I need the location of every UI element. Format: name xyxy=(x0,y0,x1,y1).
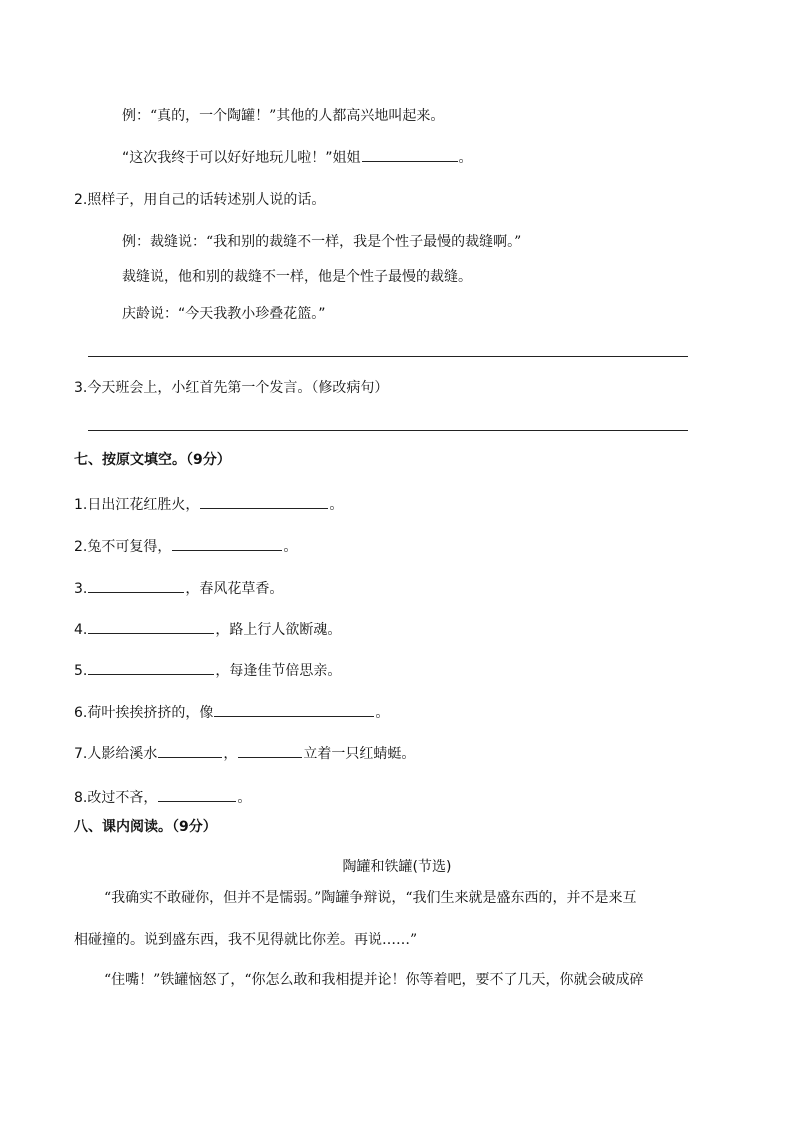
question-1-text: “这次我终于可以好好地玩儿啦！”姐姐 xyxy=(122,150,361,166)
passage-paragraph-2-line-1: “住嘴！”铁罐恼怒了，“你怎么敢和我相提并论！你等着吧，要不了几天，你就会破成碎 xyxy=(104,972,644,988)
fill-item-text: 1.日出江花红胜火， xyxy=(74,497,200,513)
fill-item-8 xyxy=(74,786,251,808)
fill-item-6 xyxy=(74,701,389,723)
fill-item-text: 8.改过不吝， xyxy=(74,790,158,806)
question-1-line xyxy=(122,146,473,168)
fill-item-sep: ， xyxy=(223,746,238,762)
answer-blank[interactable] xyxy=(158,786,236,802)
section-7-heading: 七、按原文填空。（9分） xyxy=(74,452,231,468)
fill-item-text: 6.荷叶挨挨挤挤的，像 xyxy=(74,705,214,721)
answer-blank[interactable] xyxy=(158,742,222,758)
fill-item-end: 。 xyxy=(283,539,298,555)
answer-blank[interactable] xyxy=(362,146,458,162)
passage-paragraph-1-line-1: “我确实不敢碰你，但并不是懦弱。”陶罐争辩说，“我们生来就是盛东西的，并不是来互 xyxy=(104,890,637,906)
fill-item-text: 4. xyxy=(74,622,88,638)
fill-item-end: ，春风花草香。 xyxy=(185,581,284,597)
answer-blank[interactable] xyxy=(238,742,302,758)
question-2-prompt: 庆龄说：“今天我教小珍叠花篮。” xyxy=(122,306,326,322)
passage-paragraph-1-line-2: 相碰撞的。说到盛东西，我不见得就比你差。再说……” xyxy=(74,932,418,948)
question-2-title: 2.照样子，用自己的话转述别人说的话。 xyxy=(74,192,326,208)
answer-blank[interactable] xyxy=(88,659,214,675)
fill-item-text: 2.兔不可复得， xyxy=(74,539,172,555)
fill-item-4 xyxy=(74,618,341,640)
fill-item-1 xyxy=(74,493,343,515)
answer-line[interactable] xyxy=(88,356,688,357)
example-sentence: 例：“真的，一个陶罐！”其他的人都高兴地叫起来。 xyxy=(122,108,445,124)
passage-title: 陶罐和铁罐(节选) xyxy=(342,859,452,875)
section-8-heading: 八、课内阅读。（9分） xyxy=(74,819,217,835)
fill-item-3 xyxy=(74,577,283,599)
fill-item-end: 。 xyxy=(329,497,344,513)
answer-blank[interactable] xyxy=(172,535,282,551)
fill-item-2 xyxy=(74,535,297,557)
question-1-end: 。 xyxy=(458,150,473,166)
answer-blank[interactable] xyxy=(88,577,184,593)
fill-item-text: 7.人影给溪水 xyxy=(74,746,158,762)
question-2-example: 例：裁缝说：“我和别的裁缝不一样，我是个性子最慢的裁缝啊。” xyxy=(122,234,522,250)
answer-blank[interactable] xyxy=(214,701,374,717)
question-3-text: 3.今天班会上，小红首先第一个发言。（修改病句） xyxy=(74,380,389,396)
fill-item-text: 5. xyxy=(74,663,88,679)
fill-item-7 xyxy=(74,742,415,764)
fill-item-end: 。 xyxy=(375,705,390,721)
fill-item-5 xyxy=(74,659,341,681)
fill-item-end: ，每逢佳节倍思亲。 xyxy=(215,663,342,679)
answer-blank[interactable] xyxy=(88,618,214,634)
fill-item-end: 。 xyxy=(237,790,252,806)
answer-line[interactable] xyxy=(88,430,688,431)
answer-blank[interactable] xyxy=(200,493,328,509)
fill-item-end: ，路上行人欲断魂。 xyxy=(215,622,342,638)
question-2-example-answer: 裁缝说，他和别的裁缝不一样，他是个性子最慢的裁缝。 xyxy=(122,269,472,285)
fill-item-end: 立着一只红蜻蜓。 xyxy=(303,746,416,762)
fill-item-text: 3. xyxy=(74,581,88,597)
